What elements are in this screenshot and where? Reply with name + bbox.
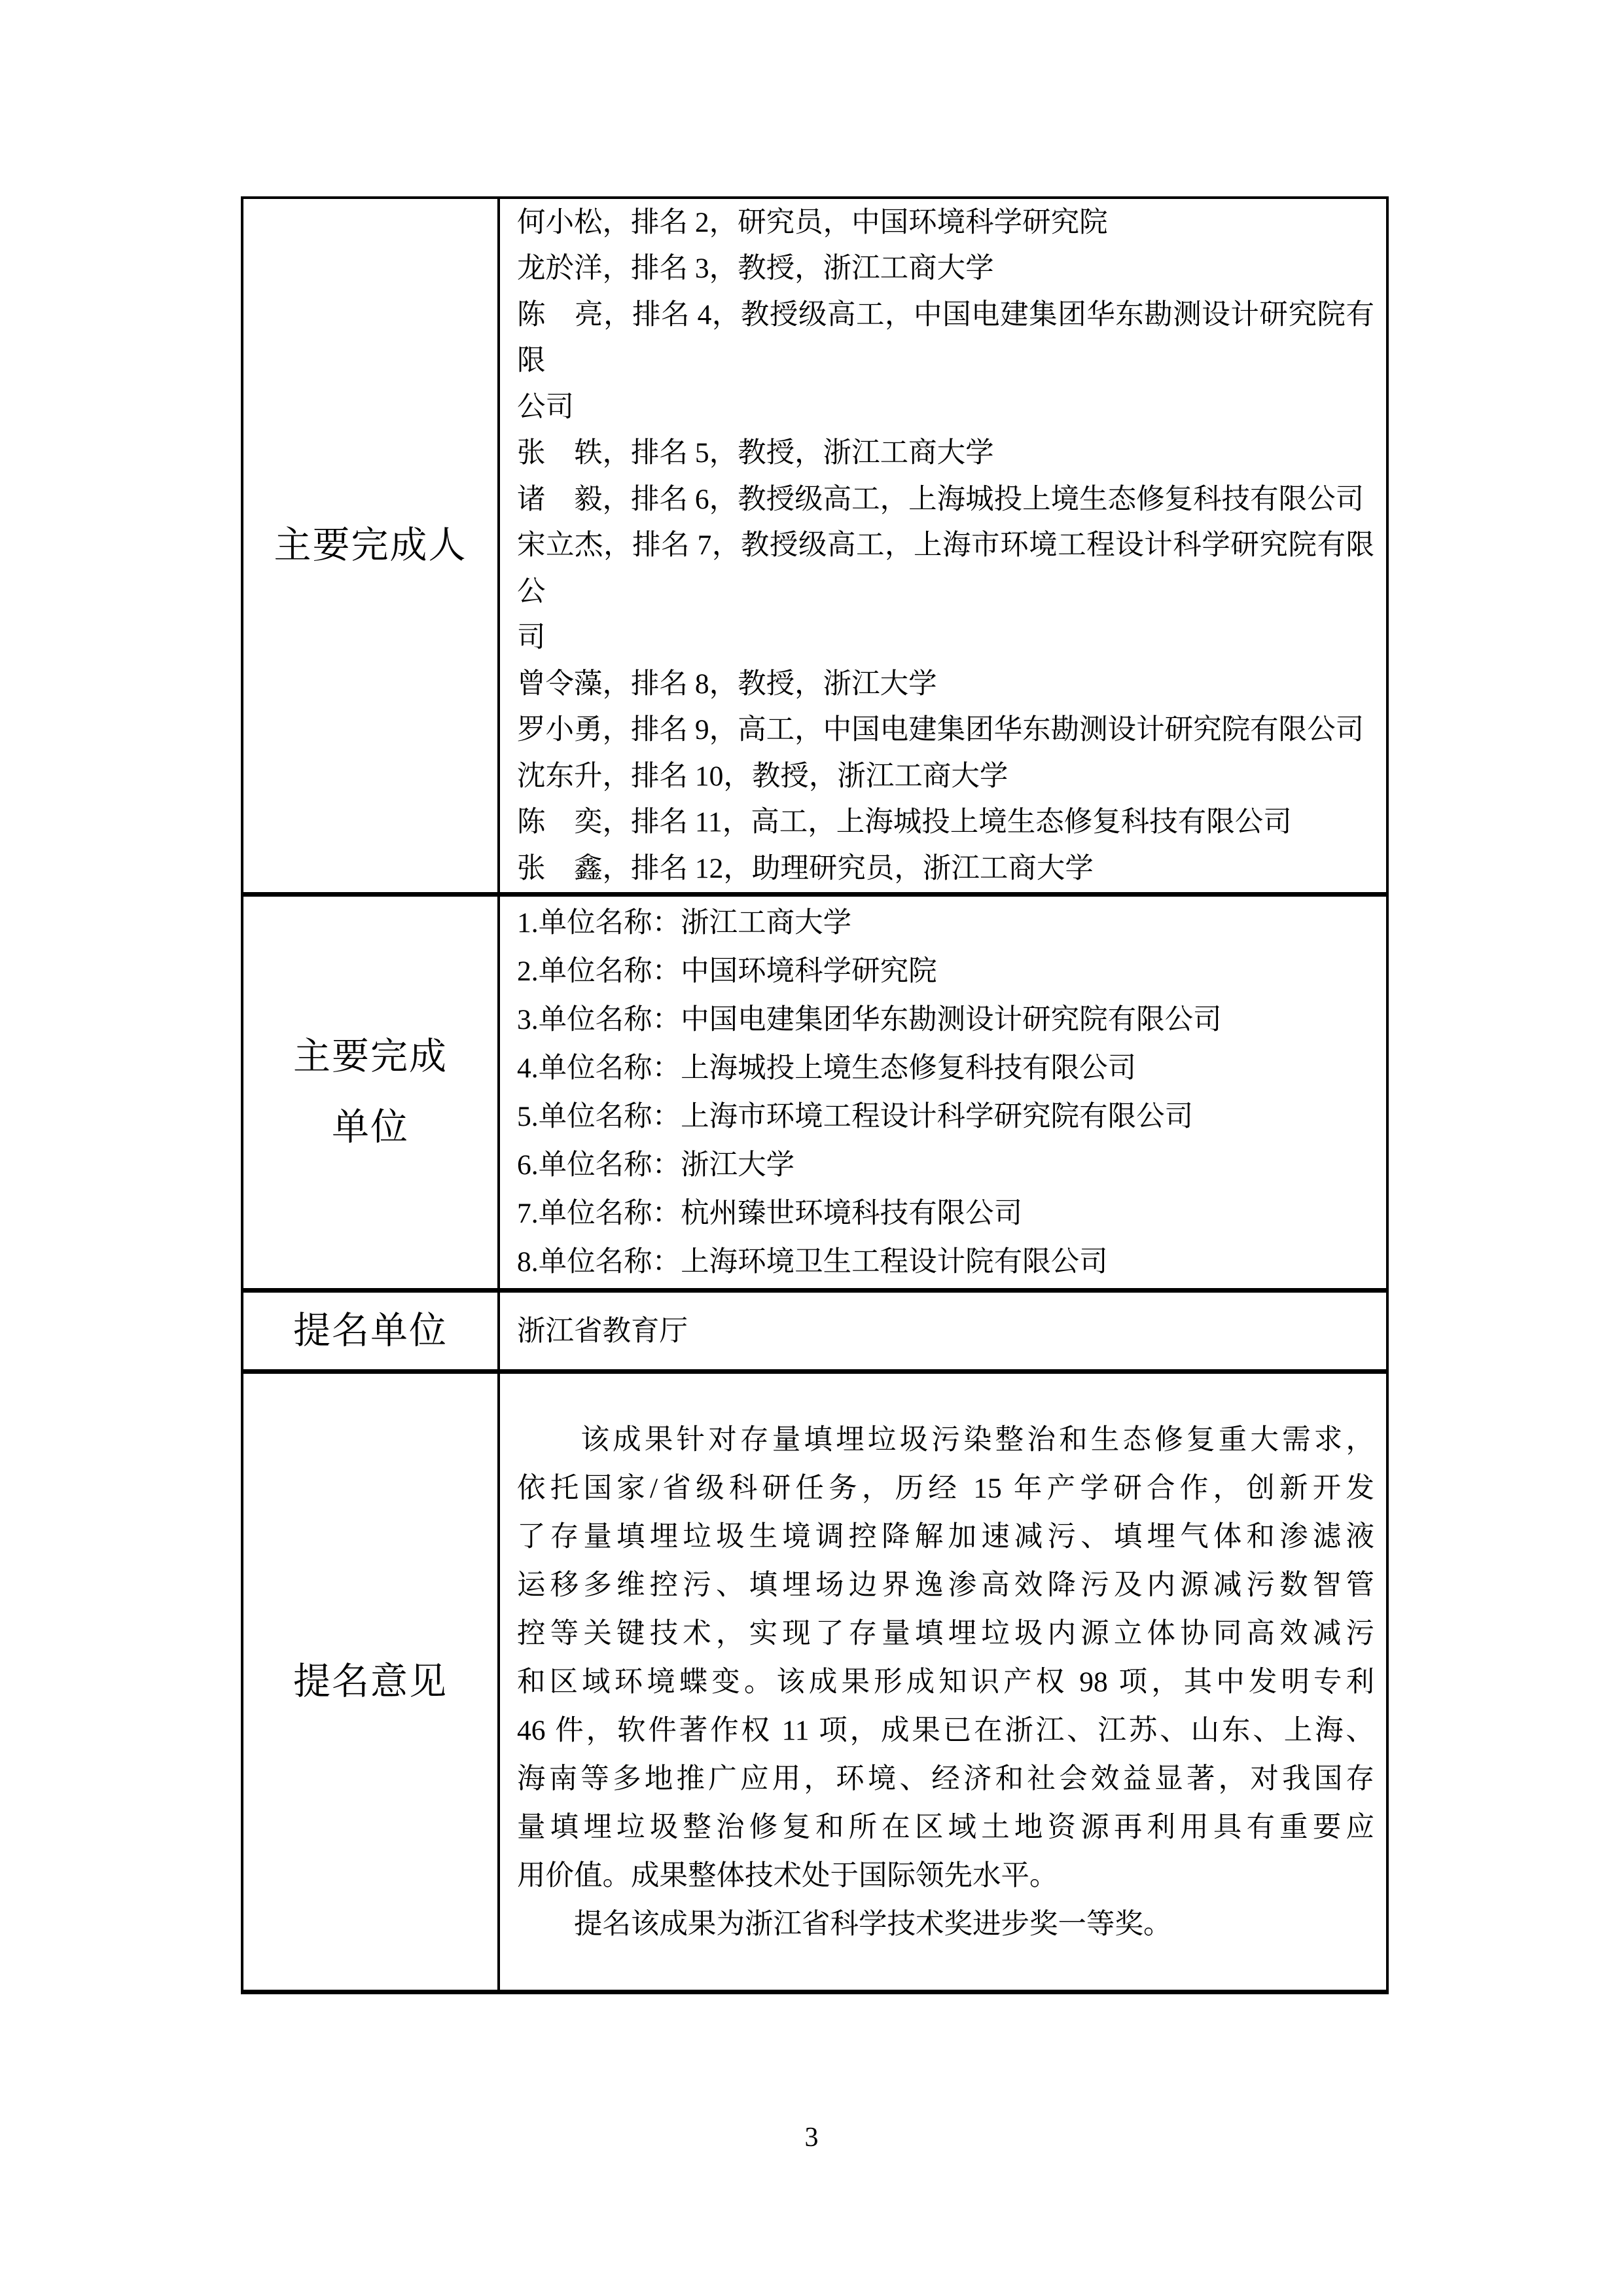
person-line: 沈东升，排名 10，教授，浙江工商大学: [517, 760, 1008, 792]
main-completers-content: [500, 199, 1386, 892]
opinion-line: 了存量填埋垃圾生境调控降解加速减污、填埋气体和渗滤液: [517, 1520, 1374, 1552]
opinion-line: 量填埋垃圾整治修复和所在区域土地资源再利用具有重要应: [517, 1811, 1374, 1843]
person-line: 司: [517, 622, 546, 654]
nominating-unit-content: [500, 1293, 1386, 1369]
opinion-line: 和区域环境蝶变。该成果形成知识产权 98 项，其中发明专利: [517, 1666, 1374, 1698]
person-line: 何小松，排名 2，研究员，中国环境科学研究院: [517, 206, 1108, 238]
nomination-table: [241, 196, 1389, 1994]
unit-line: 7.单位名称：杭州臻世环境科技有限公司: [517, 1198, 1023, 1229]
label-line: 单位: [332, 1107, 409, 1148]
nomination-opinion-label: [243, 1374, 500, 1990]
person-line: 陈 亮，排名 4，教授级高工，中国电建集团华东勘测设计研究院有限: [517, 298, 1374, 377]
person-line: 罗小勇，排名 9，高工，中国电建集团华东勘测设计研究院有限公司: [517, 714, 1364, 746]
person-line: 公司: [517, 391, 574, 423]
main-completers-label: [243, 199, 500, 892]
opinion-line: 提名该成果为浙江省科学技术奖进步奖一等奖。: [517, 1908, 1172, 1940]
person-line: 曾令藻，排名 8，教授，浙江大学: [517, 668, 937, 700]
person-line: [517, 891, 1374, 892]
unit-line: 3.单位名称：中国电建集团华东勘测设计研究院有限公司: [517, 1004, 1222, 1035]
opinion-line: 46 件，软件著作权 11 项，成果已在浙江、江苏、山东、上海、: [517, 1714, 1374, 1746]
person-line: 龙於洋，排名 3，教授，浙江工商大学: [517, 253, 994, 285]
main-units-content: [500, 897, 1386, 1288]
unit-line: 2.单位名称：中国环境科学研究院: [517, 956, 937, 987]
opinion-line: 海南等多地推广应用，环境、经济和社会效益显著，对我国存: [517, 1763, 1374, 1795]
unit-line: 8.单位名称：上海环境卫生工程设计院有限公司: [517, 1246, 1108, 1278]
opinion-line: 运移多维控污、填埋场边界逸渗高效降污及内源减污数智管: [517, 1569, 1374, 1601]
nomination-opinion-content: [500, 1374, 1386, 1990]
person-line: 张 鑫，排名 12，助理研究员，浙江工商大学: [517, 852, 1094, 884]
page-number: 3: [804, 2123, 819, 2153]
label-line: 提名单位: [293, 1310, 448, 1352]
main-units-label: [243, 897, 500, 1288]
opinion-line: 依托国家/省级科研任务，历经 15 年产学研合作，创新开发: [517, 1472, 1374, 1504]
person-line: 诸 毅，排名 6，教授级高工，上海城投上境生态修复科技有限公司: [517, 483, 1364, 515]
opinion-line: 该成果针对存量填埋垃圾污染整治和生态修复重大需求，: [517, 1424, 1374, 1456]
person-line: 陈 奕，排名 11，高工，上海城投上境生态修复科技有限公司: [517, 806, 1292, 838]
row-nomination-opinion: [243, 1374, 1386, 1990]
nominating-unit-label: [243, 1293, 500, 1369]
opinion-line: 用价值。成果整体技术处于国际领先水平。: [517, 1859, 1058, 1892]
unit-line: 4.单位名称：上海城投上境生态修复科技有限公司: [517, 1052, 1137, 1084]
row-main-units: [243, 897, 1386, 1293]
label-line: 主要完成: [293, 1036, 448, 1077]
opinion-line: 控等关键技术，实现了存量填埋垃圾内源立体协同高效减污: [517, 1617, 1374, 1649]
unit-line: 1.单位名称：浙江工商大学: [517, 907, 852, 939]
label-line: 提名意见: [293, 1660, 448, 1702]
unit-line: 6.单位名称：浙江大学: [517, 1149, 795, 1181]
person-line: 张 轶，排名 5，教授，浙江工商大学: [517, 437, 994, 469]
nominating-unit-value: 浙江省教育厅: [517, 1315, 688, 1347]
label-line: 主要完成人: [274, 524, 467, 566]
unit-line: 5.单位名称：上海市环境工程设计科学研究院有限公司: [517, 1101, 1194, 1132]
row-main-completers: [243, 199, 1386, 897]
row-nominating-unit: [243, 1293, 1386, 1374]
person-line: 宋立杰，排名 7，教授级高工，上海市环境工程设计科学研究院有限公: [517, 529, 1374, 607]
